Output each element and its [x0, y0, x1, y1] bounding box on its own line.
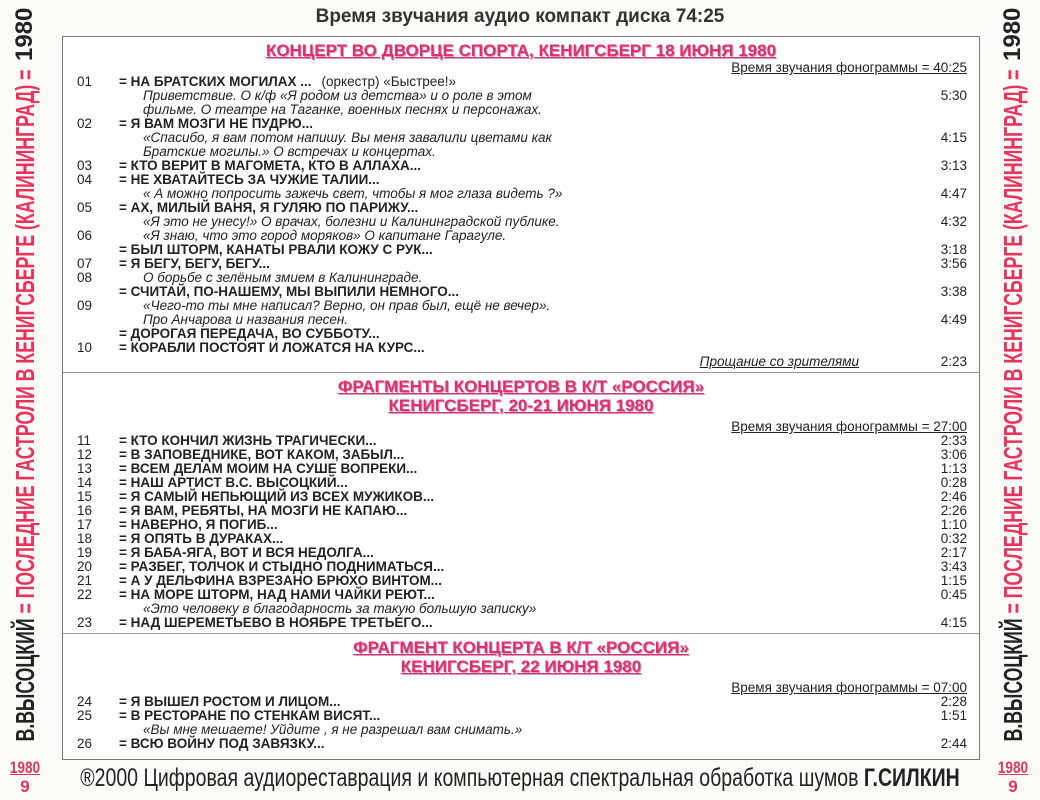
- track-number: 18: [77, 531, 93, 546]
- track-number: 20: [77, 559, 93, 574]
- track-note: «Спасибо, я вам потом напишу. Вы меня завалили цветами как: [143, 130, 552, 145]
- track-duration: 4:49: [940, 312, 967, 327]
- track-title-text: КТО КОНЧИЛ ЖИЗНЬ ТРАГИЧЕСКИ...: [130, 433, 377, 448]
- track-title: = В РЕСТОРАНЕ ПО СТЕНКАМ ВИСЯТ...: [119, 708, 381, 723]
- track-title-text: НЕ ХВАТАЙТЕСЬ ЗА ЧУЖИЕ ТАЛИИ...: [130, 172, 380, 187]
- track-number: 13: [77, 461, 93, 476]
- track-title-text: КТО ВЕРИТ В МАГОМЕТА, КТО В АЛЛАХА...: [130, 158, 422, 173]
- track-note: «Чего-то ты мне написал? Верно, он прав был, ещё не вечер».: [143, 298, 551, 313]
- track-title: = НЕ ХВАТАЙТЕСЬ ЗА ЧУЖИЕ ТАЛИИ...: [119, 172, 380, 187]
- track-row: [63, 131, 979, 145]
- spine-title: [10, 69, 40, 742]
- section-title: ФРАГМЕНТ КОНЦЕРТА В К/Т «РОССИЯ»: [353, 638, 689, 657]
- track-row: [63, 490, 979, 504]
- track-title-text: А У ДЕЛЬФИНА ВЗРЕЗАНО БРЮХО ВИНТОМ...: [130, 573, 442, 588]
- track-title-suffix: (оркестр) «Быстрее!»: [321, 74, 457, 89]
- track-row: [63, 448, 979, 462]
- track-number: 10: [77, 340, 93, 355]
- phonogram-duration: Время звучания фонограммы = 40:25: [731, 60, 967, 75]
- track-note: Про Анчарова и названия песен.: [143, 312, 349, 327]
- track-title-text: БЫЛ ШТОРМ, КАНАТЫ РВАЛИ КОЖУ С РУК...: [130, 242, 433, 257]
- track-note: фильме. О театре на Таганке, военных песнях и персонажах.: [143, 102, 542, 117]
- spine-bottom-num: 9: [20, 777, 30, 796]
- track-duration: 4:15: [940, 615, 967, 630]
- track-row: [63, 588, 979, 602]
- track-title-text: НАД ШЕРЕМЕТЬЕВО В НОЯБРЕ ТРЕТЬЕГО...: [130, 615, 433, 630]
- track-row: [63, 462, 979, 476]
- track-number: 03: [77, 158, 93, 173]
- spine-bottom-year: 1980: [9, 758, 41, 777]
- track-note: О борьбе с зелёным змием в Калининграде.: [143, 270, 423, 285]
- track-row: [63, 257, 979, 271]
- spine-title: [998, 69, 1028, 742]
- section-title: ФРАГМЕНТЫ КОНЦЕРТОВ В К/Т «РОССИЯ»: [337, 377, 705, 396]
- track-row: [63, 709, 979, 723]
- credits-footer: [72, 762, 969, 794]
- track-number: 04: [77, 172, 93, 187]
- track-title: = Я САМЫЙ НЕПЬЮЩИЙ ИЗ ВСЕХ МУЖИКОВ...: [119, 489, 435, 504]
- left-spine: [0, 0, 50, 800]
- track-title: = НА МОРЕ ШТОРМ, НАД НАМИ ЧАЙКИ РЕЮТ...: [119, 587, 435, 602]
- track-title: = НА БРАТСКИХ МОГИЛАХ ... (оркестр) «Быстрее!»: [119, 74, 457, 89]
- track-number: 02: [77, 116, 93, 131]
- track-title-text: НАВЕРНО, Я ПОГИБ...: [130, 517, 278, 532]
- track-title-text: ДОРОГАЯ ПЕРЕДАЧА, ВО СУББОТУ...: [130, 326, 380, 341]
- track-number: 16: [77, 503, 93, 518]
- track-duration: 2:33: [940, 433, 967, 448]
- track-row: [63, 532, 979, 546]
- track-row: [63, 504, 979, 518]
- track-title: = Я ВЫШЕЛ РОСТОМ И ЛИЦОМ...: [119, 694, 341, 709]
- track-duration: 2:23: [940, 354, 967, 369]
- track-duration: 2:17: [940, 545, 967, 560]
- track-duration: 2:28: [940, 694, 967, 709]
- spine-artist: В.ВЫСОЦКИЙ: [10, 618, 40, 742]
- track-number: 08: [77, 270, 93, 285]
- track-title: = А У ДЕЛЬФИНА ВЗРЕЗАНО БРЮХО ВИНТОМ...: [119, 573, 442, 588]
- spine-artist: В.ВЫСОЦКИЙ: [998, 618, 1028, 742]
- track-note: Братские могилы.» О встречах и концертах.: [143, 144, 436, 159]
- track-duration: 1:51: [940, 708, 967, 723]
- track-duration: 3:56: [940, 256, 967, 271]
- track-duration: 2:44: [940, 736, 967, 751]
- track-number: 22: [77, 587, 93, 602]
- track-row: [63, 602, 979, 616]
- track-title-text: СЧИТАЙ, ПО-НАШЕМУ, МЫ ВЫПИЛИ НЕМНОГО...: [130, 284, 459, 299]
- track-number: 01: [77, 74, 93, 89]
- spine-bottom-num: 9: [1008, 777, 1018, 796]
- track-title-text: НАШ АРТИСТ В.С. ВЫСОЦКИЙ...: [130, 475, 348, 490]
- track-title: = НАД ШЕРЕМЕТЬЕВО В НОЯБРЕ ТРЕТЬЕГО...: [119, 615, 433, 630]
- spine-year: 1980: [11, 7, 38, 61]
- track-number: 07: [77, 256, 93, 271]
- track-number: 11: [77, 433, 92, 448]
- track-duration: 3:13: [940, 158, 967, 173]
- phonogram-duration: Время звучания фонограммы = 27:00: [731, 419, 967, 434]
- track-title-text: Я ОПЯТЬ В ДУРАКАХ...: [130, 531, 284, 546]
- track-title: = Я БАБА-ЯГА, ВОТ И ВСЯ НЕДОЛГА...: [119, 545, 374, 560]
- track-title: = НАШ АРТИСТ В.С. ВЫСОЦКИЙ...: [119, 475, 348, 490]
- track-row: [63, 117, 979, 131]
- track-duration: 4:15: [940, 130, 967, 145]
- track-title: = АХ, МИЛЫЙ ВАНЯ, Я ГУЛЯЮ ПО ПАРИЖУ...: [119, 200, 419, 215]
- track-number: 06: [77, 228, 93, 243]
- track-number: 26: [77, 736, 93, 751]
- track-row: [63, 271, 979, 285]
- track-number: 15: [77, 489, 93, 504]
- track-row: [63, 434, 979, 448]
- track-note: Приветствие. О к/ф «Я родом из детства» и о роле в этом: [143, 88, 532, 103]
- track-title: = Я ОПЯТЬ В ДУРАКАХ...: [119, 531, 284, 546]
- track-row: [63, 201, 979, 215]
- phonogram-duration: Время звучания фонограммы = 07:00: [731, 680, 967, 695]
- track-title: = ВСЮ ВОЙНУ ПОД ЗАВЯЗКУ...: [119, 736, 325, 751]
- track-row: [63, 695, 979, 709]
- track-row: [63, 229, 979, 243]
- track-note: « А можно попросить зажечь свет, чтобы я мог глаза видеть ?»: [143, 186, 563, 201]
- track-title-text: Я САМЫЙ НЕПЬЮЩИЙ ИЗ ВСЕХ МУЖИКОВ...: [130, 489, 435, 504]
- track-row: [63, 243, 979, 257]
- track-title-text: РАЗБЕГ, ТОЛЧОК И СТЫДНО ПОДНИМАТЬСЯ...: [130, 559, 445, 574]
- track-title-text: Я БАБА-ЯГА, ВОТ И ВСЯ НЕДОЛГА...: [130, 545, 374, 560]
- track-title: = СЧИТАЙ, ПО-НАШЕМУ, МЫ ВЫПИЛИ НЕМНОГО...: [119, 284, 459, 299]
- track-row: [63, 313, 979, 327]
- track-row: [63, 89, 979, 103]
- track-row: [63, 737, 979, 751]
- section-rossiya-20-21: [63, 373, 979, 634]
- track-row: [63, 476, 979, 490]
- track-row: [63, 546, 979, 560]
- track-title: = ДОРОГАЯ ПЕРЕДАЧА, ВО СУББОТУ...: [119, 326, 380, 341]
- track-title: = Я ВАМ МОЗГИ НЕ ПУДРЮ...: [119, 116, 313, 131]
- track-title: = КОРАБЛИ ПОСТОЯТ И ЛОЖАТСЯ НА КУРС...: [119, 340, 425, 355]
- track-number: 17: [77, 517, 93, 532]
- track-duration: 3:06: [940, 447, 967, 462]
- track-duration: 2:46: [940, 489, 967, 504]
- track-number: 05: [77, 200, 93, 215]
- track-row: [63, 574, 979, 588]
- right-spine: [988, 0, 1038, 800]
- track-title-text: КОРАБЛИ ПОСТОЯТ И ЛОЖАТСЯ НА КУРС...: [130, 340, 425, 355]
- credits-text: ®2000 Цифровая аудиореставрация и компьютерная спектральная обработка шумов: [80, 764, 864, 792]
- track-row: [63, 285, 979, 299]
- track-row: [63, 187, 979, 201]
- credits-author: Г.СИЛКИН: [863, 764, 960, 792]
- track-row: [63, 215, 979, 229]
- track-title-text: В ЗАПОВЕДНИКЕ, ВОТ КАКОМ, ЗАБЫЛ...: [130, 447, 405, 462]
- track-title-text: Я ВАМ, РЕБЯТЫ, НА МОЗГИ НЕ КАПАЮ...: [130, 503, 408, 518]
- track-row: [63, 518, 979, 532]
- track-row: [63, 616, 979, 630]
- track-title-text: ВСЮ ВОЙНУ ПОД ЗАВЯЗКУ...: [130, 736, 325, 751]
- track-row: [63, 560, 979, 574]
- section-rossiya-22: [63, 634, 979, 754]
- track-number: 23: [77, 615, 93, 630]
- track-title-text: Я ВАМ МОЗГИ НЕ ПУДРЮ...: [130, 116, 313, 131]
- track-row: [63, 145, 979, 159]
- spine-bottom: [993, 758, 1033, 796]
- track-title-text: Я БЕГУ, БЕГУ, БЕГУ...: [130, 256, 270, 271]
- track-number: 19: [77, 545, 93, 560]
- track-title: = РАЗБЕГ, ТОЛЧОК И СТЫДНО ПОДНИМАТЬСЯ...: [119, 559, 445, 574]
- track-title: = Я ВАМ, РЕБЯТЫ, НА МОЗГИ НЕ КАПАЮ...: [119, 503, 408, 518]
- track-title: = В ЗАПОВЕДНИКЕ, ВОТ КАКОМ, ЗАБЫЛ...: [119, 447, 405, 462]
- track-row: [63, 159, 979, 173]
- track-duration: 3:43: [940, 559, 967, 574]
- track-duration: 0:32: [940, 531, 967, 546]
- track-title: = ВСЕМ ДЕЛАМ МОИМ НА СУШЕ ВОПРЕКИ...: [119, 461, 418, 476]
- track-row: [63, 103, 979, 117]
- track-number: 24: [77, 694, 93, 709]
- total-duration-header: Время звучания аудио компакт диска 74:25: [315, 6, 725, 27]
- track-title-text: Я ВЫШЕЛ РОСТОМ И ЛИЦОМ...: [130, 694, 341, 709]
- track-duration: 0:45: [940, 587, 967, 602]
- track-duration: 2:26: [940, 503, 967, 518]
- track-duration: 1:10: [940, 517, 967, 532]
- track-row: [63, 173, 979, 187]
- track-duration: 3:38: [940, 284, 967, 299]
- track-note: «Я знаю, что это город моряков» О капитане Гарагуле.: [143, 228, 507, 243]
- spine-subtitle: = ПОСЛЕДНИЕ ГАСТРОЛИ В КЕНИГСБЕРГЕ (КАЛИНИНГРАД) =: [998, 69, 1028, 619]
- track-duration: 0:28: [940, 475, 967, 490]
- spine-bottom: [5, 758, 45, 796]
- spine-year: 1980: [999, 7, 1026, 61]
- track-row: [63, 355, 979, 369]
- track-duration: 4:47: [940, 186, 967, 201]
- track-row: [63, 75, 979, 89]
- tracklist-box: [62, 36, 980, 760]
- track-title: = КТО ВЕРИТ В МАГОМЕТА, КТО В АЛЛАХА...: [119, 158, 422, 173]
- track-row: [63, 723, 979, 737]
- track-note: «Вы мне мешаете! Уйдите , я не разрешал вам снимать.»: [143, 722, 523, 737]
- track-duration: 1:15: [940, 573, 967, 588]
- track-title: = БЫЛ ШТОРМ, КАНАТЫ РВАЛИ КОЖУ С РУК...: [119, 242, 433, 257]
- track-duration: 1:13: [940, 461, 967, 476]
- spine-subtitle: = ПОСЛЕДНИЕ ГАСТРОЛИ В КЕНИГСБЕРГЕ (КАЛИНИНГРАД) =: [10, 69, 40, 619]
- track-title-text: ВСЕМ ДЕЛАМ МОИМ НА СУШЕ ВОПРЕКИ...: [130, 461, 418, 476]
- track-title-text: В РЕСТОРАНЕ ПО СТЕНКАМ ВИСЯТ...: [130, 708, 381, 723]
- track-duration: 3:18: [940, 242, 967, 257]
- track-duration: 5:30: [940, 88, 967, 103]
- track-duration: 4:32: [940, 214, 967, 229]
- track-row: [63, 341, 979, 355]
- track-row: [63, 327, 979, 341]
- track-title: = КТО КОНЧИЛ ЖИЗНЬ ТРАГИЧЕСКИ...: [119, 433, 377, 448]
- track-title-text: НА БРАТСКИХ МОГИЛАХ ...: [130, 74, 312, 89]
- track-title-text: АХ, МИЛЫЙ ВАНЯ, Я ГУЛЯЮ ПО ПАРИЖУ...: [130, 200, 419, 215]
- track-number: 12: [77, 447, 93, 462]
- track-note: «Я это не унесу!» О врачах, болезни и Калининградской публике.: [143, 214, 560, 229]
- track-row: [63, 299, 979, 313]
- track-number: 25: [77, 708, 93, 723]
- track-title: = Я БЕГУ, БЕГУ, БЕГУ...: [119, 256, 270, 271]
- section-title: КОНЦЕРТ ВО ДВОРЦЕ СПОРТА, КЕНИГСБЕРГ 18 ИЮНЯ 1980: [265, 41, 777, 60]
- section-title: КЕНИГСБЕРГ, 20-21 ИЮНЯ 1980: [388, 396, 654, 415]
- section-concert-sports-palace: [63, 37, 979, 373]
- track-number: 09: [77, 298, 93, 313]
- track-title: = НАВЕРНО, Я ПОГИБ...: [119, 517, 278, 532]
- track-number: 21: [77, 573, 93, 588]
- spine-bottom-year: 1980: [997, 758, 1029, 777]
- track-title-text: НА МОРЕ ШТОРМ, НАД НАМИ ЧАЙКИ РЕЮТ...: [130, 587, 435, 602]
- section-title: КЕНИГСБЕРГ, 22 ИЮНЯ 1980: [400, 657, 642, 676]
- track-note: «Это человеку в благодарность за такую большую записку»: [143, 601, 537, 616]
- track-number: 14: [77, 475, 93, 490]
- track-note: Прощание со зрителями: [699, 354, 859, 369]
